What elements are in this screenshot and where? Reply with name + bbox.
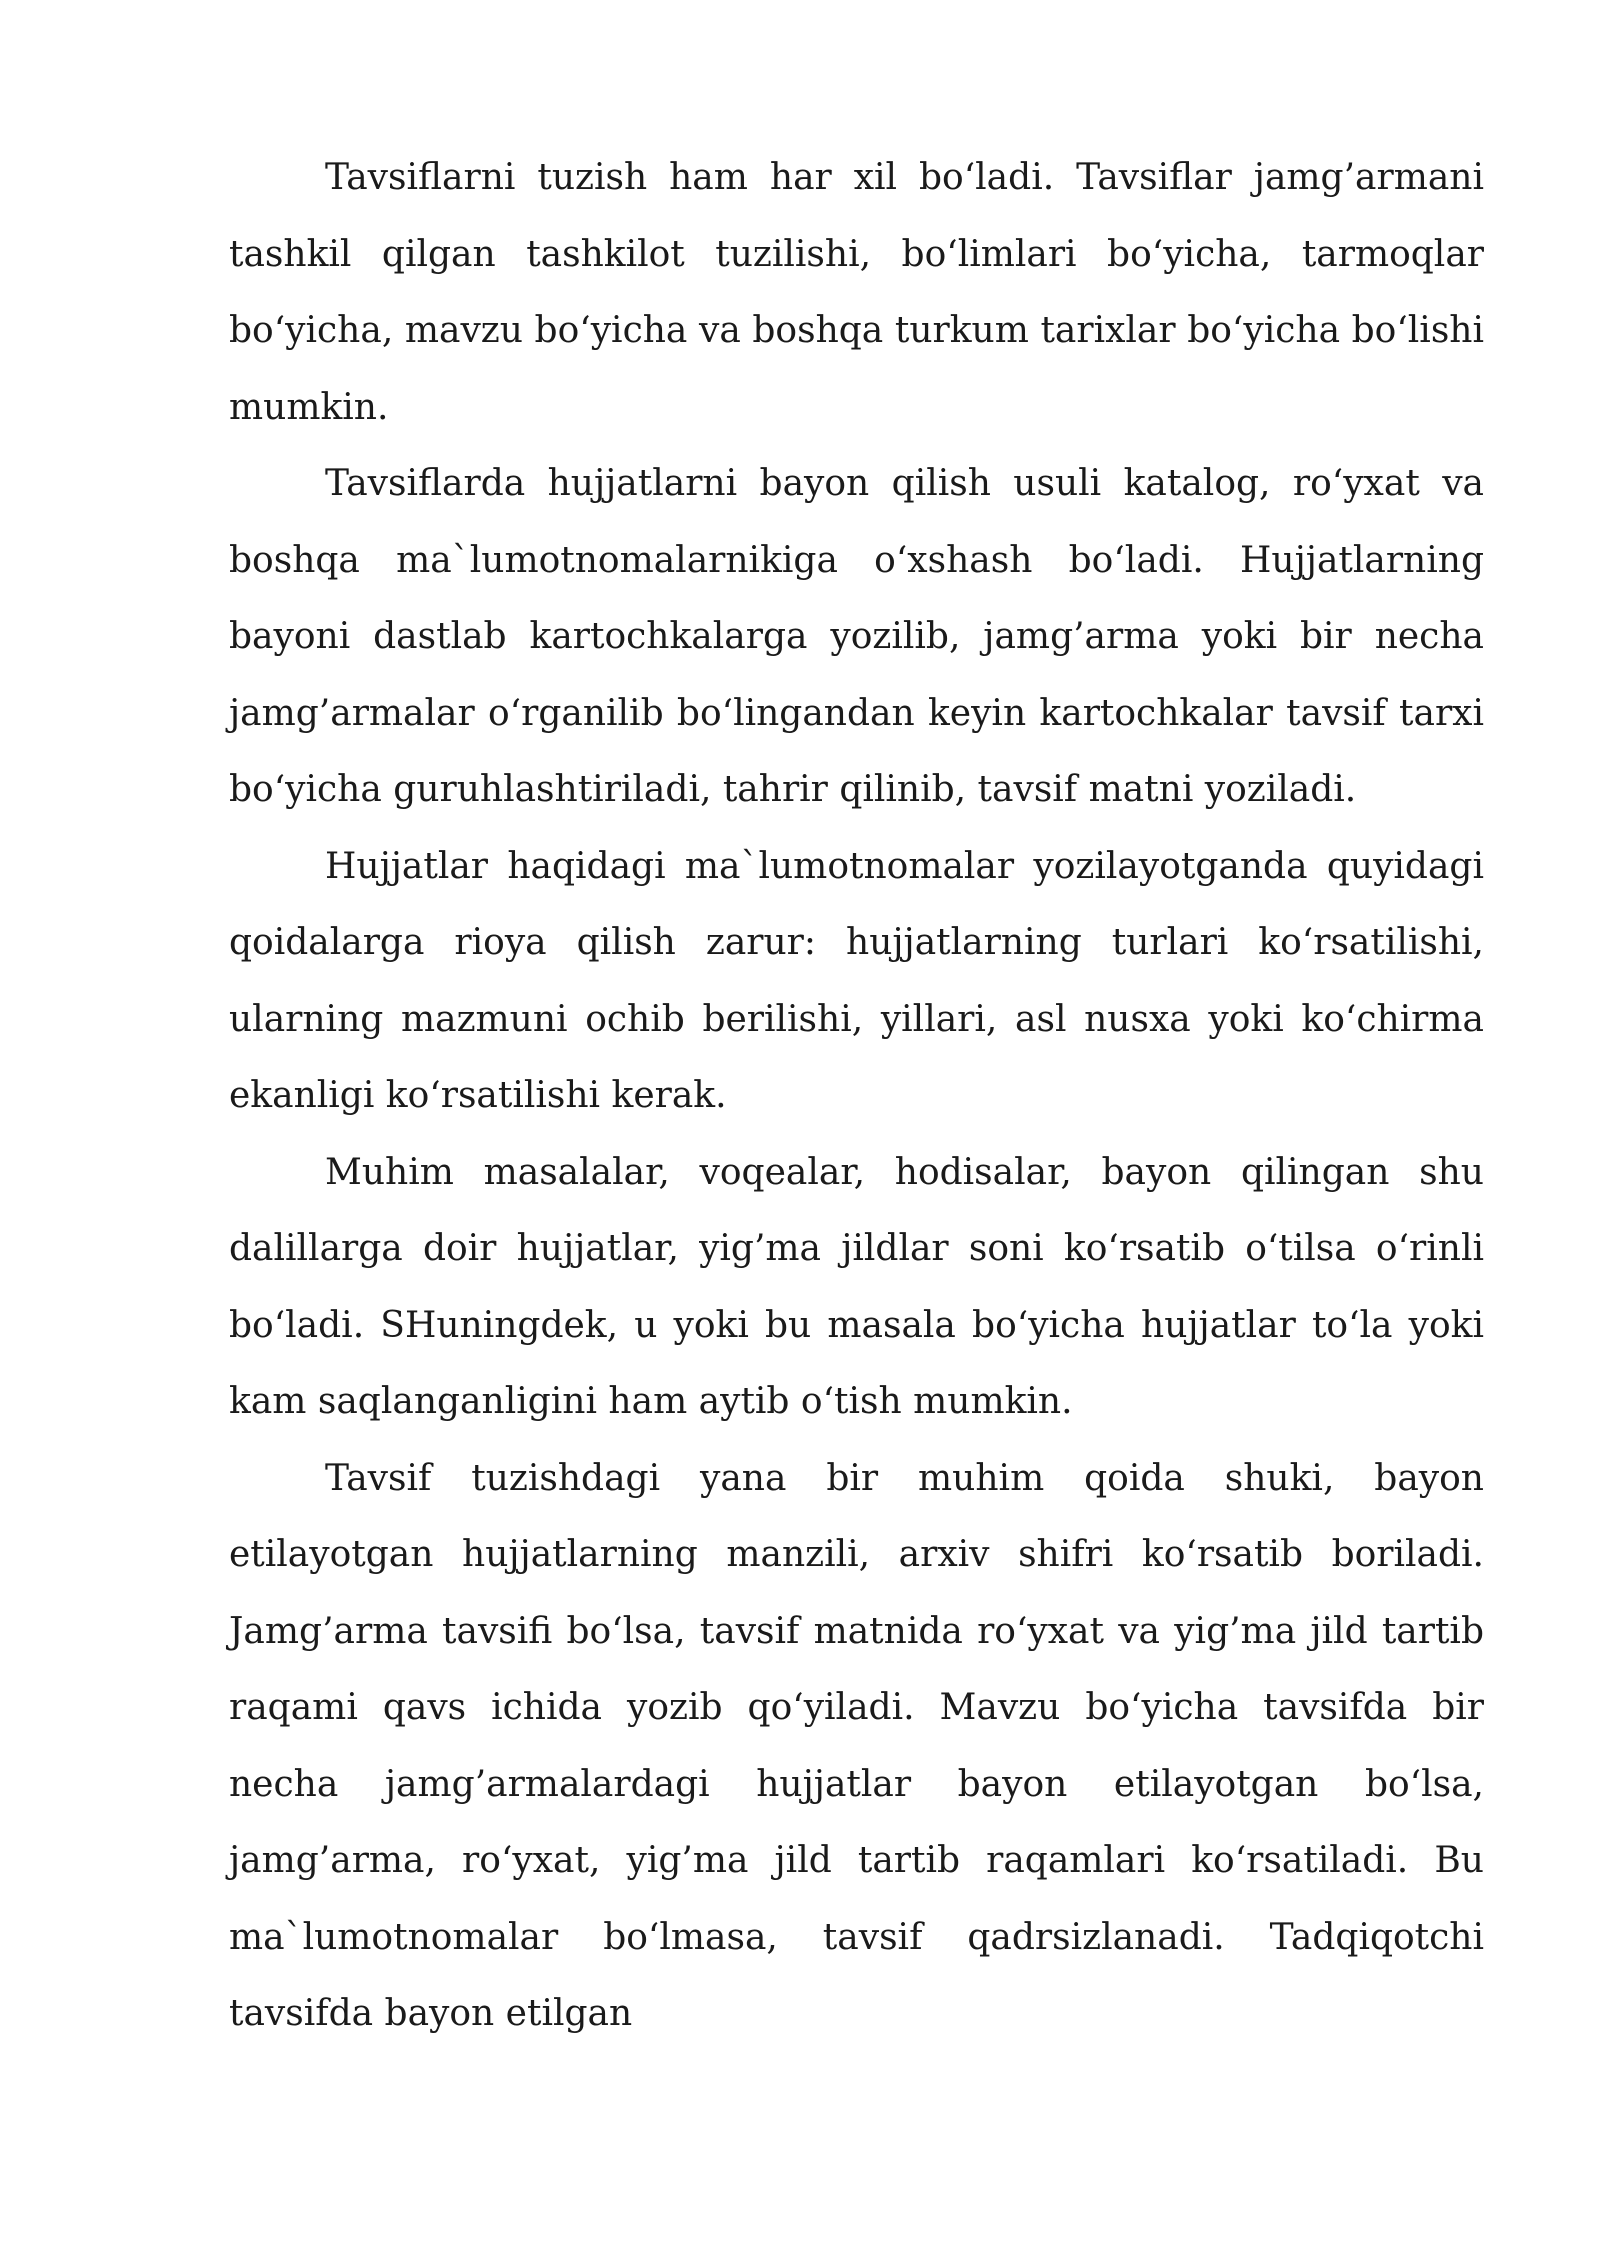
paragraph-5: Tavsif tuzishdagi yana bir muhim qoida shuki, bayon etilayotgan hujjatlarning manzili, arxiv shifri ko‘rsatib boriladi. Jamg’arma tavsifi bo‘lsa, tavsif matnida ro‘yxat va yig’ma jild tartib raqami qavs ichida yozib qo‘yiladi. Mavzu bo‘yicha tavsifda bir necha jamg’armalardagi hujjatlar bayon etilayotgan bo‘lsa, jamg’arma, ro‘yxat, yig’ma jild tartib raqamlari ko‘rsatiladi. Bu ma`lumotnomalar bo‘lmasa, tavsif qadrsizlanadi. Tadqiqotchi tavsifda bayon etilgan xyxy=(229,1457,1484,2034)
paragraph-2: Tavsiflarda hujjatlarni bayon qilish usuli katalog, ro‘yxat va boshqa ma`lumotnomalarnikiga o‘xshash bo‘ladi. Hujjatlarning bayoni dastlab kartochkalarga yozilib, jamg’arma yoki bir necha jamg’armalar o‘rganilib bo‘lingandan keyin kartochkalar tavsif tarxi bo‘yicha guruhlashtiriladi, tahrir qilinib, tavsif matni yoziladi. xyxy=(229,463,1484,810)
document-body xyxy=(229,140,1484,2053)
paragraph-4: Muhim masalalar, voqealar, hodisalar, bayon qilingan shu dalillarga doir hujjatlar, yig’ma jildlar soni ko‘rsatib o‘tilsa o‘rinli bo‘ladi. SHuningdek, u yoki bu masala bo‘yicha hujjatlar to‘la yoki kam saqlanganligini ham aytib o‘tish mumkin. xyxy=(229,1151,1484,1422)
paragraph-1: Tavsiflarni tuzish ham har xil bo‘ladi. Tavsiflar jamg’armani tashkil qilgan tashkilot tuzilishi, bo‘limlari bo‘yicha, tarmoqlar bo‘yicha, mavzu bo‘yicha va boshqa turkum tarixlar bo‘yicha bo‘lishi mumkin. xyxy=(229,157,1484,428)
paragraph-3: Hujjatlar haqidagi ma`lumotnomalar yozilayotganda quyidagi qoidalarga rioya qilish zarur: hujjatlarning turlari ko‘rsatilishi, ularning mazmuni ochib berilishi, yillari, asl nusxa yoki ko‘chirma ekanligi ko‘rsatilishi kerak. xyxy=(229,845,1484,1116)
